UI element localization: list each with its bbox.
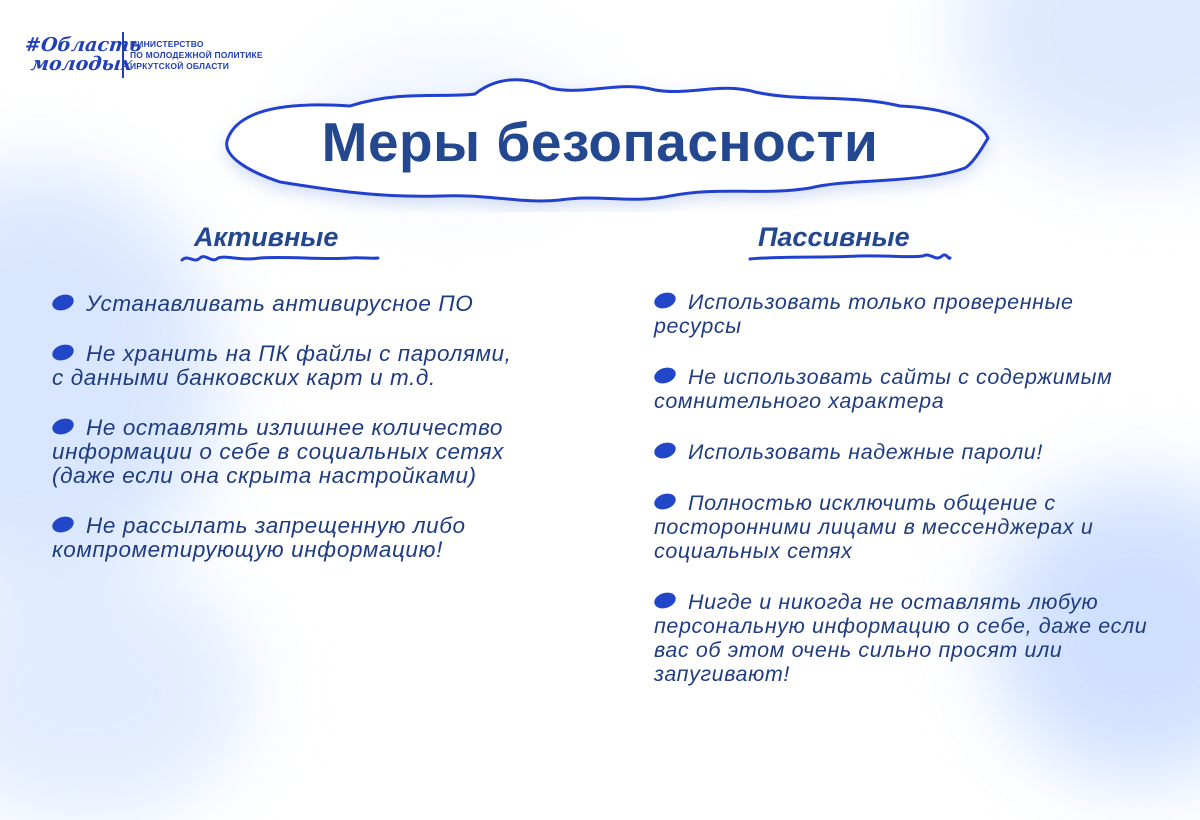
bullet-icon [50,292,76,313]
active-measures-list [52,292,522,588]
heading-active: Активные [194,222,339,252]
ministry-line2: ПО МОЛОДЕЖНОЙ ПОЛИТИКЕ [130,49,263,60]
list-item: Нигде и никогда не оставлять любую персональную информацию о себе, даже если вас об этом очень сильно просят или запугивают! [654,590,1148,686]
list-item: Не рассылать запрещенную либо компрометирующую информацию! [52,513,466,562]
list-item: Не использовать сайты с содержимым сомнительного характера [654,365,1113,413]
bullet-icon [50,416,76,437]
ministry-line3: ИРКУТСКОЙ ОБЛАСТИ [130,60,230,71]
bullet-icon [652,290,678,311]
bullet-icon [50,342,76,363]
heading-passive: Пассивные [758,222,910,252]
bullet-icon [652,365,678,386]
list-item: Устанавливать антивирусное ПО [52,292,522,316]
heading-active-underline [180,252,380,266]
ministry-line1: МИНИСТЕРСТВО [130,38,204,49]
logo-mark-line1: #Область [23,34,143,56]
bullet-icon [652,491,678,512]
list-item: Не хранить на ПК файлы с паролями, с данными банковских карт и т.д. [52,341,512,390]
bullet-icon [652,440,678,461]
logo-mark [22,34,143,75]
ministry-name [130,39,263,72]
list-item: Использовать только проверенные ресурсы [654,290,1074,338]
page-title: Меры безопасности [321,111,879,173]
passive-measures-list [654,290,1154,713]
bullet-icon [652,590,678,611]
logo-mark-line2: молодых [29,53,134,75]
list-item: Полностью исключить общение с посторонними лицами в мессенджерах и социальных сетях [654,491,1094,563]
heading-passive-underline [748,250,952,266]
list-item: Использовать надежные пароли! [654,440,1154,464]
list-item: Не оставлять излишнее количество информации о себе в социальных сетях (даже если она скрыта настройками) [52,415,504,488]
title-banner [200,72,1000,212]
bullet-icon [50,514,76,535]
